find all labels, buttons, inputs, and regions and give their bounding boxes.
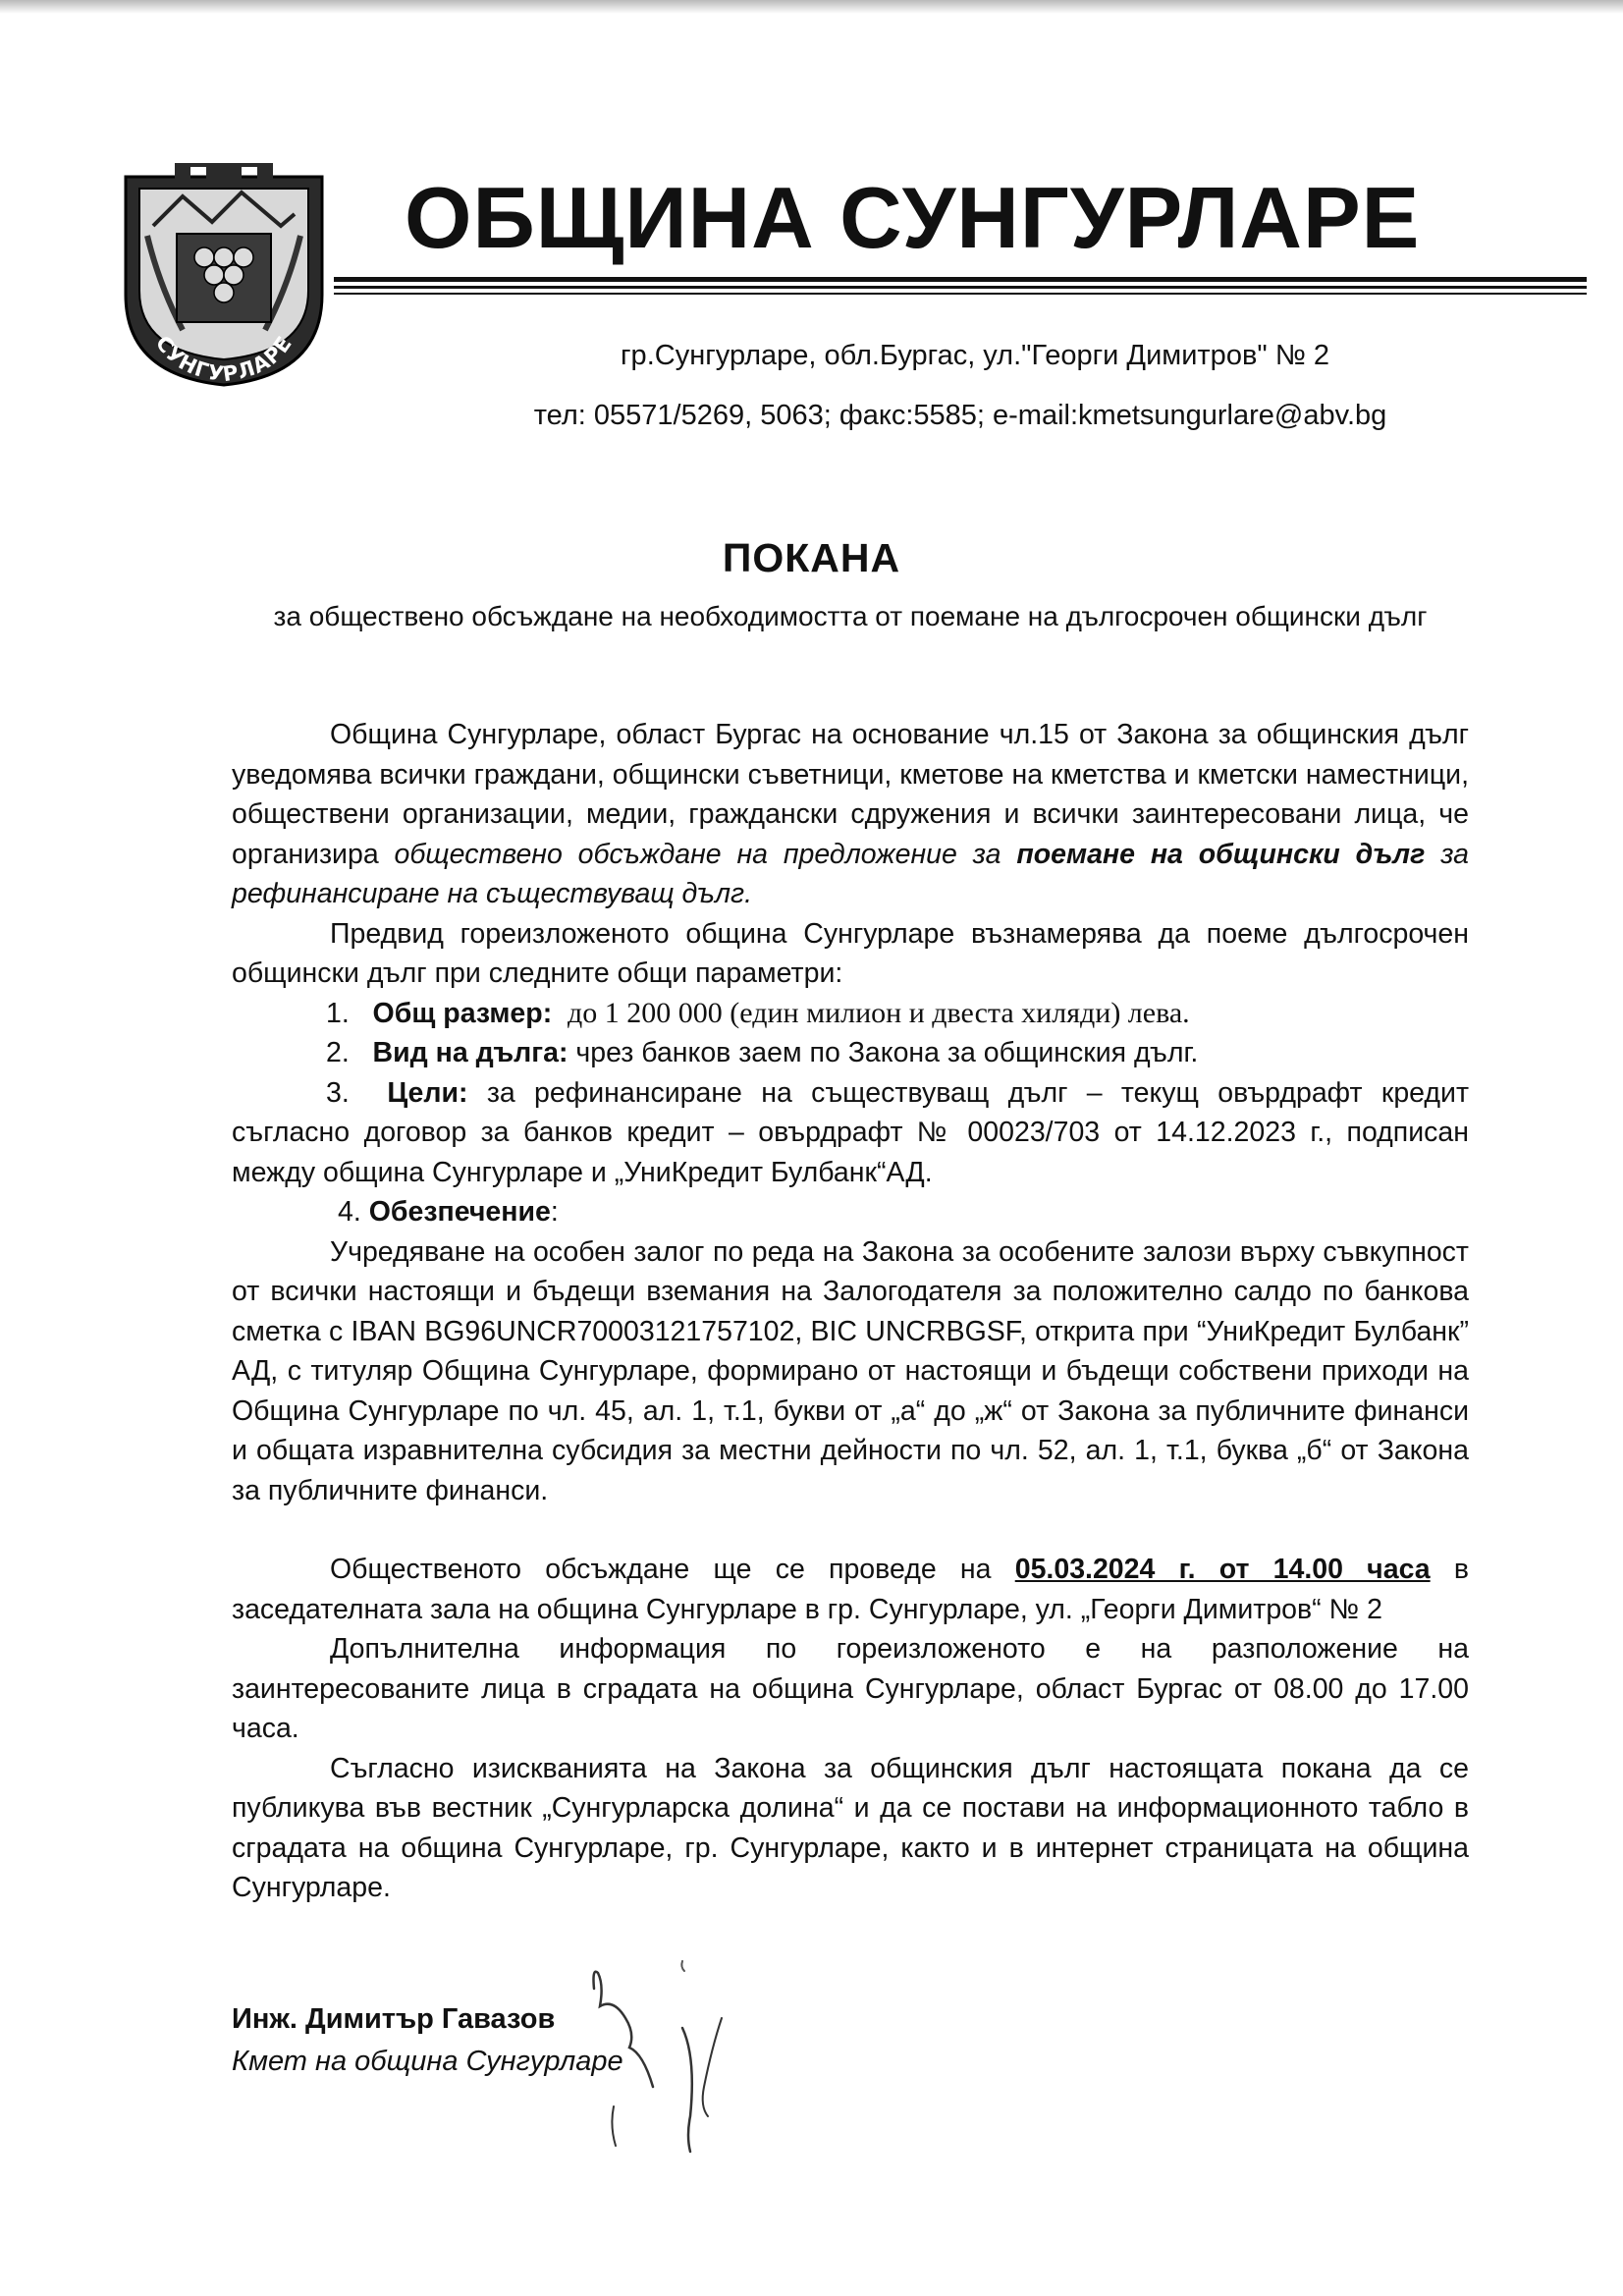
item-text: чрез банков заем по Закона за общинския дълг. bbox=[568, 1037, 1199, 1068]
item-label: Общ размер: bbox=[372, 997, 553, 1029]
handwritten-signature-icon bbox=[574, 1959, 810, 2156]
meeting-paragraph bbox=[232, 1550, 1469, 1629]
item-label: Вид на дълга: bbox=[372, 1037, 568, 1068]
municipality-name: ОБЩИНА СУНГУРЛАРЕ bbox=[405, 169, 1421, 266]
header-divider bbox=[334, 277, 1587, 299]
list-item-security bbox=[338, 1192, 1469, 1232]
document-subtitle: за обществено обсъждане на необходимостта от поемане на дългосрочен общински дълг bbox=[273, 601, 1428, 631]
meeting-place: в заседателната зала на община Сунгурларе в гр. Сунгурларе, ул. „Георги Димитров“ № 2 bbox=[232, 1554, 1469, 1625]
list-item-goals bbox=[232, 1073, 1469, 1193]
parameters-paragraph: Предвид гореизложеното община Сунгурларе възнамерява да поеме дългосрочен общински дълг при следните общи параметри: bbox=[232, 917, 1469, 989]
scan-edge-shadow bbox=[0, 0, 1623, 14]
meeting-date: 05.03.2024 г. от 14.00 часа bbox=[1014, 1554, 1431, 1585]
municipality-crest-icon bbox=[114, 157, 334, 389]
intro-italic-end: за рефинансиране на съществуващ дълг. bbox=[232, 838, 1469, 909]
crest-lettering: СУНГУРЛАРЕ bbox=[150, 331, 298, 387]
item-label: Цели: bbox=[387, 1076, 468, 1109]
intro-italic-text: обществено обсъждане на предложение за bbox=[394, 838, 1017, 870]
intro-text: Община Сунгурларе, област Бургас на основание чл.15 от Закона за общинския дълг уведомява всички граждани, общински съветници, кметове на кметства и кметски наместници, обществени организации, медии, граждански сдружения и всички заинтересовани лица, че организира bbox=[232, 719, 1469, 870]
list-item-total-amount bbox=[326, 994, 1469, 1034]
municipality-address: гр.Сунгурларе, обл.Бургас, ул."Георги Димитров" № 2 bbox=[620, 340, 1329, 371]
document-body bbox=[232, 715, 1469, 1908]
item-label: Обезпечение bbox=[368, 1196, 551, 1228]
signer-title: Кмет на община Сунгурларе bbox=[232, 2046, 623, 2077]
document-title: ПОКАНА bbox=[722, 535, 901, 580]
list-item-debt-type bbox=[326, 1033, 1469, 1073]
meeting-text: Общественото обсъждане ще се проведе на bbox=[330, 1554, 1015, 1585]
item-number: 2. bbox=[326, 1037, 350, 1068]
signer-name: Инж. Димитър Гавазов bbox=[232, 2003, 556, 2035]
intro-paragraph bbox=[232, 715, 1469, 914]
item-number: 4. bbox=[338, 1196, 361, 1228]
security-paragraph: Учредяване на особен залог по реда на Закона за особените залози върху съвкупност от всички настоящи и бъдещи вземания на Залогодателя за положително салдо по банкова сметка с IBAN BG96UNCR70003121757102, BIC UNCRBGSF, открита при “УниКредит Булбанк” АД, с титуляр Община Сунгурларе, формирано от настоящи и бъдещи собствени приходи на Община Сунгурларе по чл. 45, ал. 1, т.1, букви от „а“ до „ж“ от Закона за публичните финанси и общата изравнителна субсидия за местни дейности по чл. 52, ал. 1, т.1, буква „б“ от Закона за публичните финанси. bbox=[232, 1235, 1469, 1506]
municipality-contacts: тел: 05571/5269, 5063; факс:5585; e-mail:kmetsungurlare@abv.bg bbox=[533, 400, 1387, 431]
publication-paragraph: Съгласно изискванията на Закона за общинския дълг настоящата покана да се публикува във вестник „Сунгурларска долина“ и да се постави на информационното табло в сградата на община Сунгурларе, гр. Сунгурларе, както и в интернет страницата на община Сунгурларе. bbox=[232, 1752, 1469, 1903]
item-colon: : bbox=[550, 1196, 559, 1228]
item-text: за рефинансиране на съществуващ дълг – текущ овърдрафт кредит съгласно договор за банков кредит – овърдрафт № 00023/703 от 14.12.2023 г., подписан между община Сунгурларе и „УниКредит Булбанк“АД. bbox=[232, 1076, 1469, 1188]
paragraph-gap bbox=[232, 1510, 1469, 1550]
item-text: до 1 200 000 (един милион и двеста хиляди) лева. bbox=[568, 996, 1190, 1029]
info-paragraph: Допълнителна информация по гореизложеното е на разположение на заинтересованите лица в сградата на община Сунгурларе, област Бургас от 08.00 до 17.00 часа. bbox=[232, 1633, 1469, 1744]
item-number: 3. bbox=[326, 1076, 350, 1109]
intro-bold-italic-text: поемане на общински дълг bbox=[1016, 838, 1426, 870]
item-number: 1. bbox=[326, 997, 350, 1029]
